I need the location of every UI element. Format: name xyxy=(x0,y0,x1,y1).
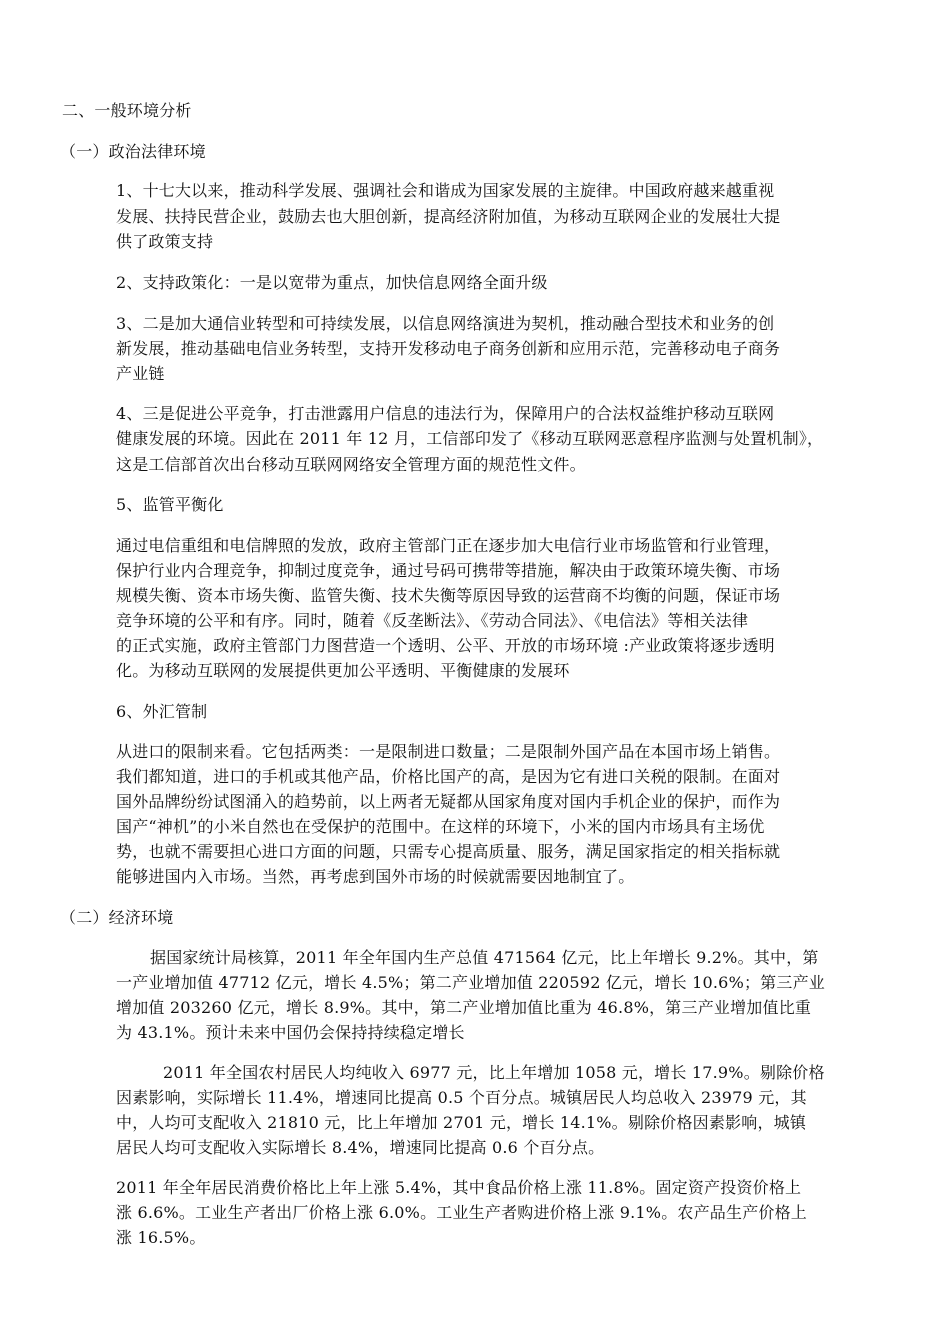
text-line: 产业链 xyxy=(116,364,165,383)
text-line: 健康发展的环境。因此在 2011 年 12 月，工信部印发了《移动互联网恶意程序监测与处置机制》， xyxy=(116,429,824,448)
political-item-5-title: 5、监管平衡化 xyxy=(116,495,224,514)
text-line: 涨 6.6%。工业生产者出厂价格上涨 6.0%。工业生产者购进价格上涨 9.1%。农产品生产价格上 xyxy=(116,1203,808,1222)
text-line: 一产业增加值 47712 亿元，增长 4.5%；第二产业增加值 220592 亿元，增长 10.6%；第三产业 xyxy=(116,973,825,992)
text-line: 中，人均可支配收入 21810 元，比上年增加 2701 元，增长 14.1%。剔除价格因素影响，城镇 xyxy=(116,1113,807,1132)
text-line: 3、二是加大通信业转型和可持续发展，以信息网络演进为契机，推动融合型技术和业务的创 xyxy=(116,314,775,333)
text-line: 保护行业内合理竞争，抑制过度竞争，通过号码可携带等措施，解决由于政策环境失衡、市场 xyxy=(116,561,781,580)
text-line: 化。为移动互联网的发展提供更加公平透明、平衡健康的发展环 xyxy=(116,661,570,680)
text-line: 国外品牌纷纷试图涌入的趋势前，以上两者无疑都从国家角度对国内手机企业的保护，而作为 xyxy=(116,792,781,811)
text-line: 为 43.1%。预计未来中国仍会保持持续稳定增长 xyxy=(116,1023,465,1042)
text-line: 从进口的限制来看。它包括两类：一是限制进口数量；二是限制外国产品在本国市场上销售。 xyxy=(116,742,781,761)
text-line: 能够进国内入市场。当然，再考虑到国外市场的时候就需要因地制宜了。 xyxy=(116,867,635,886)
text-line: 新发展，推动基础电信业务转型，支持开发移动电子商务创新和应用示范，完善移动电子商务 xyxy=(116,339,781,358)
text-line: 发展、扶持民营企业，鼓励去也大胆创新，提高经济附加值，为移动互联网企业的发展壮大提 xyxy=(116,207,781,226)
text-line: 据国家统计局核算，2011 年全年国内生产总值 471564 亿元，比上年增长 9.2%。其中，第 xyxy=(150,948,819,967)
text-line: 势，也就不需要担心进口方面的问题，只需专心提高质量、服务，满足国家指定的相关指标就 xyxy=(116,842,781,861)
economic-heading: （二）经济环境 xyxy=(60,908,174,927)
text-line: 我们都知道，进口的手机或其他产品，价格比国产的高，是因为它有进口关税的限制。在面对 xyxy=(116,767,781,786)
text-line: 的正式实施，政府主管部门力图营造一个透明、公平、开放的市场环境 :产业政策将逐步透明 xyxy=(116,636,775,655)
political-heading: （一）政治法律环境 xyxy=(60,142,206,161)
text-line: 国产“神机”的小米自然也在受保护的范围中。在这样的环境下，小米的国内市场具有主场优 xyxy=(116,817,765,836)
text-line: 通过电信重组和电信牌照的发放，政府主管部门正在逐步加大电信行业市场监管和行业管理， xyxy=(116,536,781,555)
text-line: 4、三是促进公平竞争，打击泄露用户信息的违法行为，保障用户的合法权益维护移动互联网 xyxy=(116,404,775,423)
text-line: 增加值 203260 亿元，增长 8.9%。其中，第二产业增加值比重为 46.8%，第三产业增加值比重 xyxy=(116,998,812,1017)
text-line: 2011 年全年居民消费价格比上年上涨 5.4%，其中食品价格上涨 11.8%。固定资产投资价格上 xyxy=(116,1178,802,1197)
text-line: 2、支持政策化：一是以宽带为重点，加快信息网络全面升级 xyxy=(116,273,548,292)
text-line: 2011 年全国农村居民人均纯收入 6977 元，比上年增加 1058 元，增长 17.9%。剔除价格 xyxy=(163,1063,825,1082)
section-title: 二、一般环境分析 xyxy=(62,101,192,120)
text-line: 规模失衡、资本市场失衡、监管失衡、技术失衡等原因导致的运营商不均衡的问题，保证市场 xyxy=(116,586,781,605)
text-line: 供了政策支持 xyxy=(116,232,214,251)
text-line: 竞争环境的公平和有序。同时，随着《反垄断法》、《劳动合同法》、《电信法》等相关法律 xyxy=(116,611,749,630)
political-item-6-title: 6、外汇管制 xyxy=(116,702,208,721)
text-line: 这是工信部首次出台移动互联网网络安全管理方面的规范性文件。 xyxy=(116,455,586,474)
text-line: 涨 16.5%。 xyxy=(116,1228,206,1247)
text-line: 因素影响，实际增长 11.4%，增速同比提高 0.5 个百分点。城镇居民人均总收入 23979 元，其 xyxy=(116,1088,807,1107)
text-line: 1、十七大以来，推动科学发展、强调社会和谐成为国家发展的主旋律。中国政府越来越重视 xyxy=(116,181,775,200)
text-line: 居民人均可支配收入实际增长 8.4%，增速同比提高 0.6 个百分点。 xyxy=(116,1138,605,1157)
